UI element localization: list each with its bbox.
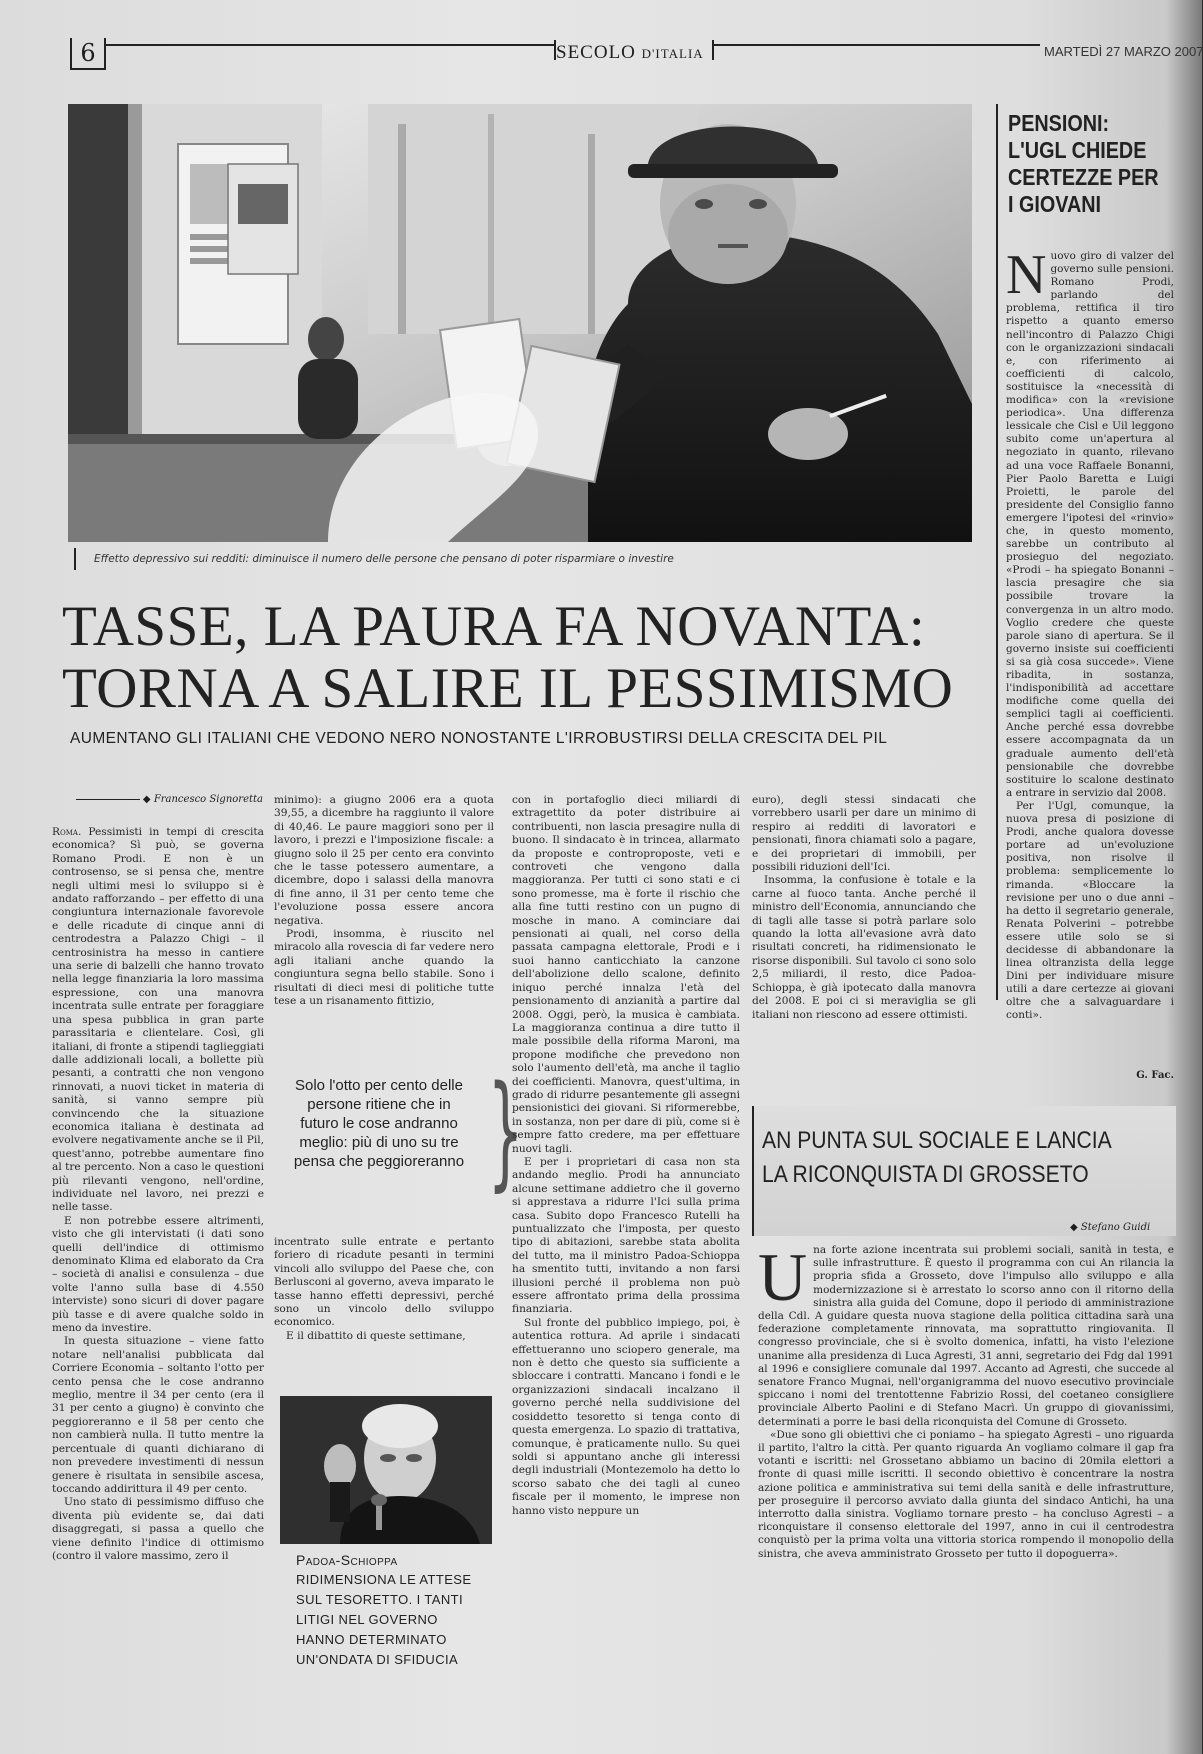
article-column-1: [52, 826, 264, 1616]
article-column-4: [752, 794, 976, 1074]
article-paragraph: con in portafoglio dieci miliardi di extragettito da poter distribuire ai contribuenti, non lascia presagire nulla di buono. Il sindacato è in trincea, allarmato da proposte e controproposte, veti e controveti che vengono dalla maggioranza. Per tutti ci sono stati e ci sono promesse, ma è forte il rischio che alla fine tutti restino con un pugno di mosche in mano. A cominciare dai pensionati ai quali, nel corso della passata campagna elettorale, Prodi e i suoi hanno canticchiato la canzone dell'abolizione dello scalone, definito iniquo perché innalza l'età del pensionamento di anzianità a partire dal 2008. Oggi, però, la musica è cambiata. La maggioranza continua a dire tutto il male possibile della riforma Maroni, ma propone modifiche che prevedono non solo l'aumento dell'età, ma anche il taglio dei coefficienti. Manovra, quest'ultima, in grado di ridurre pesantemente gli assegni pensionistici dei giovani. Si riformerebbe, in sostanza, non per dare di più, come si è sempre fatto credere, ma per effettuare nuovi tagli.: [512, 794, 740, 1155]
byline-rule: [76, 799, 140, 800]
pull-quote-brace-icon: }: [487, 1060, 524, 1204]
header-rule-right: [714, 44, 1040, 46]
sidebar-border: [996, 104, 998, 1000]
article-paragraph: E per i proprietari di casa non sta andando meglio. Prodi ha annunciato alcune settimane addietro che il governo si apprestava a ridurre l'Ici sulla prima casa. Subito dopo Francesco Rutelli ha puntualizzato che l'imposta, per questo tipo di abitazioni, sarebbe stata abolita del tutto, ma il ministro Padoa-Schioppa ha smentito tutti, invitando a non farsi illusioni perché il problema non può essere affrontato prima della prossima finanziaria.: [512, 1155, 740, 1316]
headline: [62, 596, 972, 720]
paragraph-text: na forte azione incentrata sui problemi sociali, sanità in testa, e sulle infrastrutture. È questo il programma con cui An rilancia la propria sfida a Grosseto, dove l'impulso allo sviluppo e alla modernizzazione si è arrestato lo scorso anno con il ritorno della sinistra alla guida del Comune, dopo il periodo di amministrazione della Cdl. A guidare questa nuova stagione della politica cittadina sarà una federazione completamente rinnovata, ma soprattutto ringiovanita. Il congresso provinciale, che si è svolto domenica, infatti, ha visto l'elezione unanime alla presidenza di Luca Agresti, 31 anni, segretario dei Fdg dal 1991 al 1996 e consigliere comunale dal 1997. Accanto ad Agresti, che succede al senatore Franco Mugnai, nell'organigramma del nuovo esecutivo provinciale spiccano i nomi del trentottenne Fabrizio Rossi, del coetaneo consigliere provinciale Alberto Paolini e di Stefano Macrì. Un gruppo di giovanissimi, determinati a porre le basi della riconquista del Comune di Grosseto.: [758, 1244, 1175, 1428]
grosseto-article: [758, 1239, 1175, 1714]
dateline: Roma.: [52, 826, 82, 838]
grosseto-drop-cap: U: [758, 1239, 808, 1315]
article-paragraph: [1006, 244, 1174, 800]
article-paragraph: [758, 1239, 1175, 1429]
article-paragraph: Per l'Ugl, comunque, la nuova presa di posizione di Prodi, anche qualora dovesse portare ad un'evoluzione positiva, non risolve il problema: semplicemente lo rimanda. «Bloccare la revisione per uno o due anni – ha detto il segretario generale, Renata Polverini – potrebbe essere utile solo se si decidesse di abbandonare la linea oltranzista della legge Dini per individuare misure utili a dare certezze ai giovani oltre che a salvaguardare i conti».: [1006, 799, 1174, 1022]
paragraph-text: Pessimisti in tempi di crescita economica? Sì può, se governa Romano Prodi. E non è un controsenso, se si pensa che, mentre negli ultimi mesi lo sviluppo si è andato rafforzando – per effetto di una congiuntura internazionale favorevole e delle ricadute di cinque anni di centrodestra a Palazzo Chigi – il centrosinistra ha messo in cantiere una serie di balzelli che hanno trovato nella legge finanziaria la loro massima espressione, con una manovra incentrata sulle entrate per foraggiare una spesa pubblica in gran parte parassitaria e clientelare. Così, gli italiani, di fronte a stipendi taglieggiati dalle addizionali locali, a bollette più pesanti, a contratti che non vengono rinnovati, a nuovi ticket in materia di sanità, si vanno sempre più convincendo che la situazione economica italiana è destinata ad evolvere negativamente anche se il Pil, quest'anno, potrebbe aumentare fino al tre percento. Non a caso le questioni più rilevanti vengono, nell'ordine, individuate nel lavoro, nei prezzi e nelle tasse.: [52, 826, 264, 1214]
article-paragraph: Insomma, la confusione è totale e la carne al fuoco tanta. Anche perché il ministro dell'Economia, annunciando che di tagli alle tasse si potrà parlare solo quando la lotta all'evasione avrà dato risultati concreti, ha ridimensionato le risorse disponibili. Sul tavolo ci sono solo 2,5 miliardi, il resto, dice Padoa-Schioppa, è già ipotecato dalla manovra del 2008. E poi ci si meraviglia se gli italiani non riescono ad essere ottimisti.: [752, 874, 976, 1021]
article-paragraph: euro), degli stessi sindacati che vorrebbero usarli per dare un minimo di respiro ai redditi di lavoratori e pensionati, finora chiamati solo a pagare, e dei proprietari di immobili, per possibili riduzioni dell'Ici.: [752, 794, 976, 874]
portrait-image: [280, 1396, 492, 1544]
article-paragraph: «Due sono gli obiettivi che ci poniamo – ha spiegato Agresti – uno riguarda il partito, l'altro la città. Per quanto riguarda An vogliamo colmare il gap fra votanti e iscritti: nel Grossetano abbiamo un bacino di 20mila elettori a fronte di quasi mille iscritti. Il secondo obiettivo è concentrare la nostra azione politica e amministrativa sui temi della sanità e delle infrastrutture, per proseguire il percorso avviato dalla giunta del sindaco Antichi, ha una interrotto dalla sinistra. Vogliamo tornare presto – ha concluso Agresti – a riconquistare il consenso elettorale del 1997, anno in cui il centrodestra conquistò per la prima volta una vittoria storica rompendo il monopolio della sinistra, che aveva amministrato Grosseto per tutto il dopoguerra».: [758, 1428, 1174, 1560]
caption-bar: [74, 548, 76, 570]
grosseto-byline: [1070, 1222, 1150, 1233]
headline-line-2: TORNA A SALIRE IL PESSIMISMO: [62, 657, 954, 720]
header-rule-left: [106, 44, 554, 46]
main-photo-image: [68, 104, 972, 542]
article-column-3: [512, 794, 740, 1674]
article-paragraph: E il dibattito di queste settimane,: [286, 1329, 466, 1342]
grosseto-title-line-2: LA RICONQUISTA DI GROSSETO: [762, 1161, 1089, 1188]
article-paragraph: [52, 826, 264, 1215]
grosseto-byline-author: Stefano Guidi: [1080, 1222, 1151, 1233]
masthead-subtitle: D'ITALIA: [641, 46, 704, 61]
grosseto-title-line-1: AN PUNTA SUL SOCIALE E LANCIA: [762, 1127, 1112, 1154]
byline-diamond-icon: ◆: [1070, 1222, 1078, 1233]
sidebar-drop-cap: N: [1006, 244, 1047, 306]
article-paragraph: minimo): a giugno 2006 era a quota 39,55, a dicembre ha raggiunto il valore di 40,46. Le paure maggiori sono per il lavoro, i prezzi e l'imposizione fiscale: a giugno solo il 25 per cento era convinto che le tasse potessero aumentare, a dicembre, dopo i salassi della manovra di fine anno, il 31 per cento teme che l'evoluzione possa essere ancora negativa.: [274, 794, 494, 927]
masthead: [556, 42, 704, 64]
paragraph-text: uovo giro di valzer del governo sulle pensioni. Romano Prodi, parlando del problema, rettifica il tiro rispetto a quanto emerso nell'incontro di Palazzo Chigi con le organizzazioni sindacali e, con riferimento ai coefficienti di calcolo, sostituisce la «necessità di modifica» con la «revisione periodica». Una differenza lessicale che Cisl e Uil leggono subito come un'apertura al negoziato in quanto, rilevano ad una voce Raffaele Bonanni, Pier Paolo Baretta e Luigi Proietti, le parole del presidente del Consiglio fanno emergere l'ipotesi del «rinvio» che, in questo momento, sarebbe un contributo al prosieguo del negoziato. «Prodi – ha spiegato Bonanni – lascia presagire che sia possibile trovare la convergenza in un altro modo. Voglio credere che queste parole siano di apertura. Se il governo insiste sui coefficienti si sa già cosa succede». Viene ribadita, in sostanza, l'indisponibilità ad accettare modifiche come quella dei semplici tagli ai coefficienti. Anche perché essa dovrebbe essere accompagnata da un graduale aumento dell'età pensionabile che dovrebbe sostituire lo scalone destinato a entrare in servizio dal 2008.: [1006, 250, 1174, 799]
sidebar-article: [1006, 244, 1174, 1022]
main-photo: [68, 104, 972, 542]
byline: [70, 794, 263, 805]
article-paragraph: Prodi, insomma, è riuscito nel miracolo alla rovescia di far vedere nero agli italiani anche quando la congiuntura segna bello stabile. Sono i risultati di dieci mesi di politiche tutte tese a un risanamento fittizio,: [274, 928, 494, 1008]
article-paragraph: E non potrebbe essere altrimenti, visto che gli intervistati (i dati sono quelli dell'indice di ottimismo denominato Klima ed elaborato da Cra – società di analisi e consulenza – due volte l'anno sulla base di 4.550 interviste) sono sicuri di dover pagare più tasse e di avere qualche soldo in meno da investire.: [52, 1214, 264, 1335]
article-column-2-continued: [274, 1236, 494, 1368]
subheadline: AUMENTANO GLI ITALIANI CHE VEDONO NERO NONOSTANTE L'IRROBUSTIRSI DELLA CRESCITA DEL PIL: [70, 730, 888, 747]
headline-line-1: TASSE, LA PAURA FA NOVANTA:: [62, 595, 926, 658]
article-column-2: [274, 794, 494, 1044]
header-tick-right: [712, 40, 714, 60]
portrait-caption-name: Padoa-Schioppa: [296, 1552, 398, 1568]
sidebar-title: PENSIONI: L'UGL CHIEDE CERTEZZE PER I GIOVANI: [1008, 110, 1159, 217]
portrait-photo: [280, 1396, 492, 1544]
grosseto-title: [762, 1124, 1132, 1192]
masthead-title: SECOLO: [556, 42, 636, 63]
article-paragraph: Sul fronte del pubblico impiego, poi, è autentica rottura. Ad aprile i sindacati effettueranno uno sciopero generale, ma non è detto che questo sia sufficiente a sbloccare i contratti. Mancano i fondi e le organizzazioni sindacali incalzano il governo perché nella suddivisione del cosiddetto tesoretto si tenga conto di questa emergenza. Lo spazio di trattativa, comunque, è praticamente nullo. Su quei soldi si appuntano anche gli interessi degli industriali (Montezemolo ha detto lo scorso sabato che dei tagli al cuneo fiscale per il momento, le imprese non hanno visto neppure un: [512, 1316, 740, 1517]
article-paragraph: incentrato sulle entrate e pertanto foriero di ricadute pesanti in termini vincoli allo sviluppo del Paese che, con Berlusconi al governo, aveva imparato le tasse hanno effetti depressivi, perché sono un vincolo dello sviluppo economico.: [274, 1236, 494, 1329]
header-date: MARTEDÌ 27 MARZO 2007: [1044, 44, 1203, 59]
pull-quote: Solo l'otto per cento delle persone ritiene che in futuro le cose andranno meglio: più di uno su tre pensa che peggioreranno: [293, 1077, 465, 1170]
photo-caption: Effetto depressivo sui redditi: diminuisce il numero delle persone che pensano di poter risparmiare o investire: [94, 553, 674, 565]
article-paragraph: Uno stato di pessimismo diffuso che diventa più evidente se, dai dati disaggregati, si passa a quello che viene definito l'indice di ottimismo (contro il valore massimo, zero il: [52, 1496, 264, 1562]
portrait-caption: [296, 1550, 486, 1670]
byline-author: Francesco Signoretta: [153, 794, 263, 805]
sidebar-signature: G. Fac.: [1136, 1070, 1174, 1081]
article-paragraph: In questa situazione – viene fatto notare nell'analisi pubblicata dal Corriere Economia – soltanto l'otto per cento pensa che le cose andranno meglio, mentre il 34 per cento (era il 31 per cento a giugno) è convinto che peggioreranno e il 58 per cento che non cambierà nulla. Il tutto mentre la percentuale di quanti dichiarano di non prevedere investimenti di nessun genere è risultata in sensibile ascesa, toccando addirittura il 49 per cento.: [52, 1335, 264, 1495]
byline-diamond-icon: ◆: [142, 794, 151, 805]
page-number: 6: [70, 38, 106, 70]
portrait-caption-text: RIDIMENSIONA LE ATTESE SUL TESORETTO. I TANTI LITIGI NEL GOVERNO HANNO DETERMINATO UN'ONDATA DI SFIDUCIA: [296, 1572, 472, 1667]
